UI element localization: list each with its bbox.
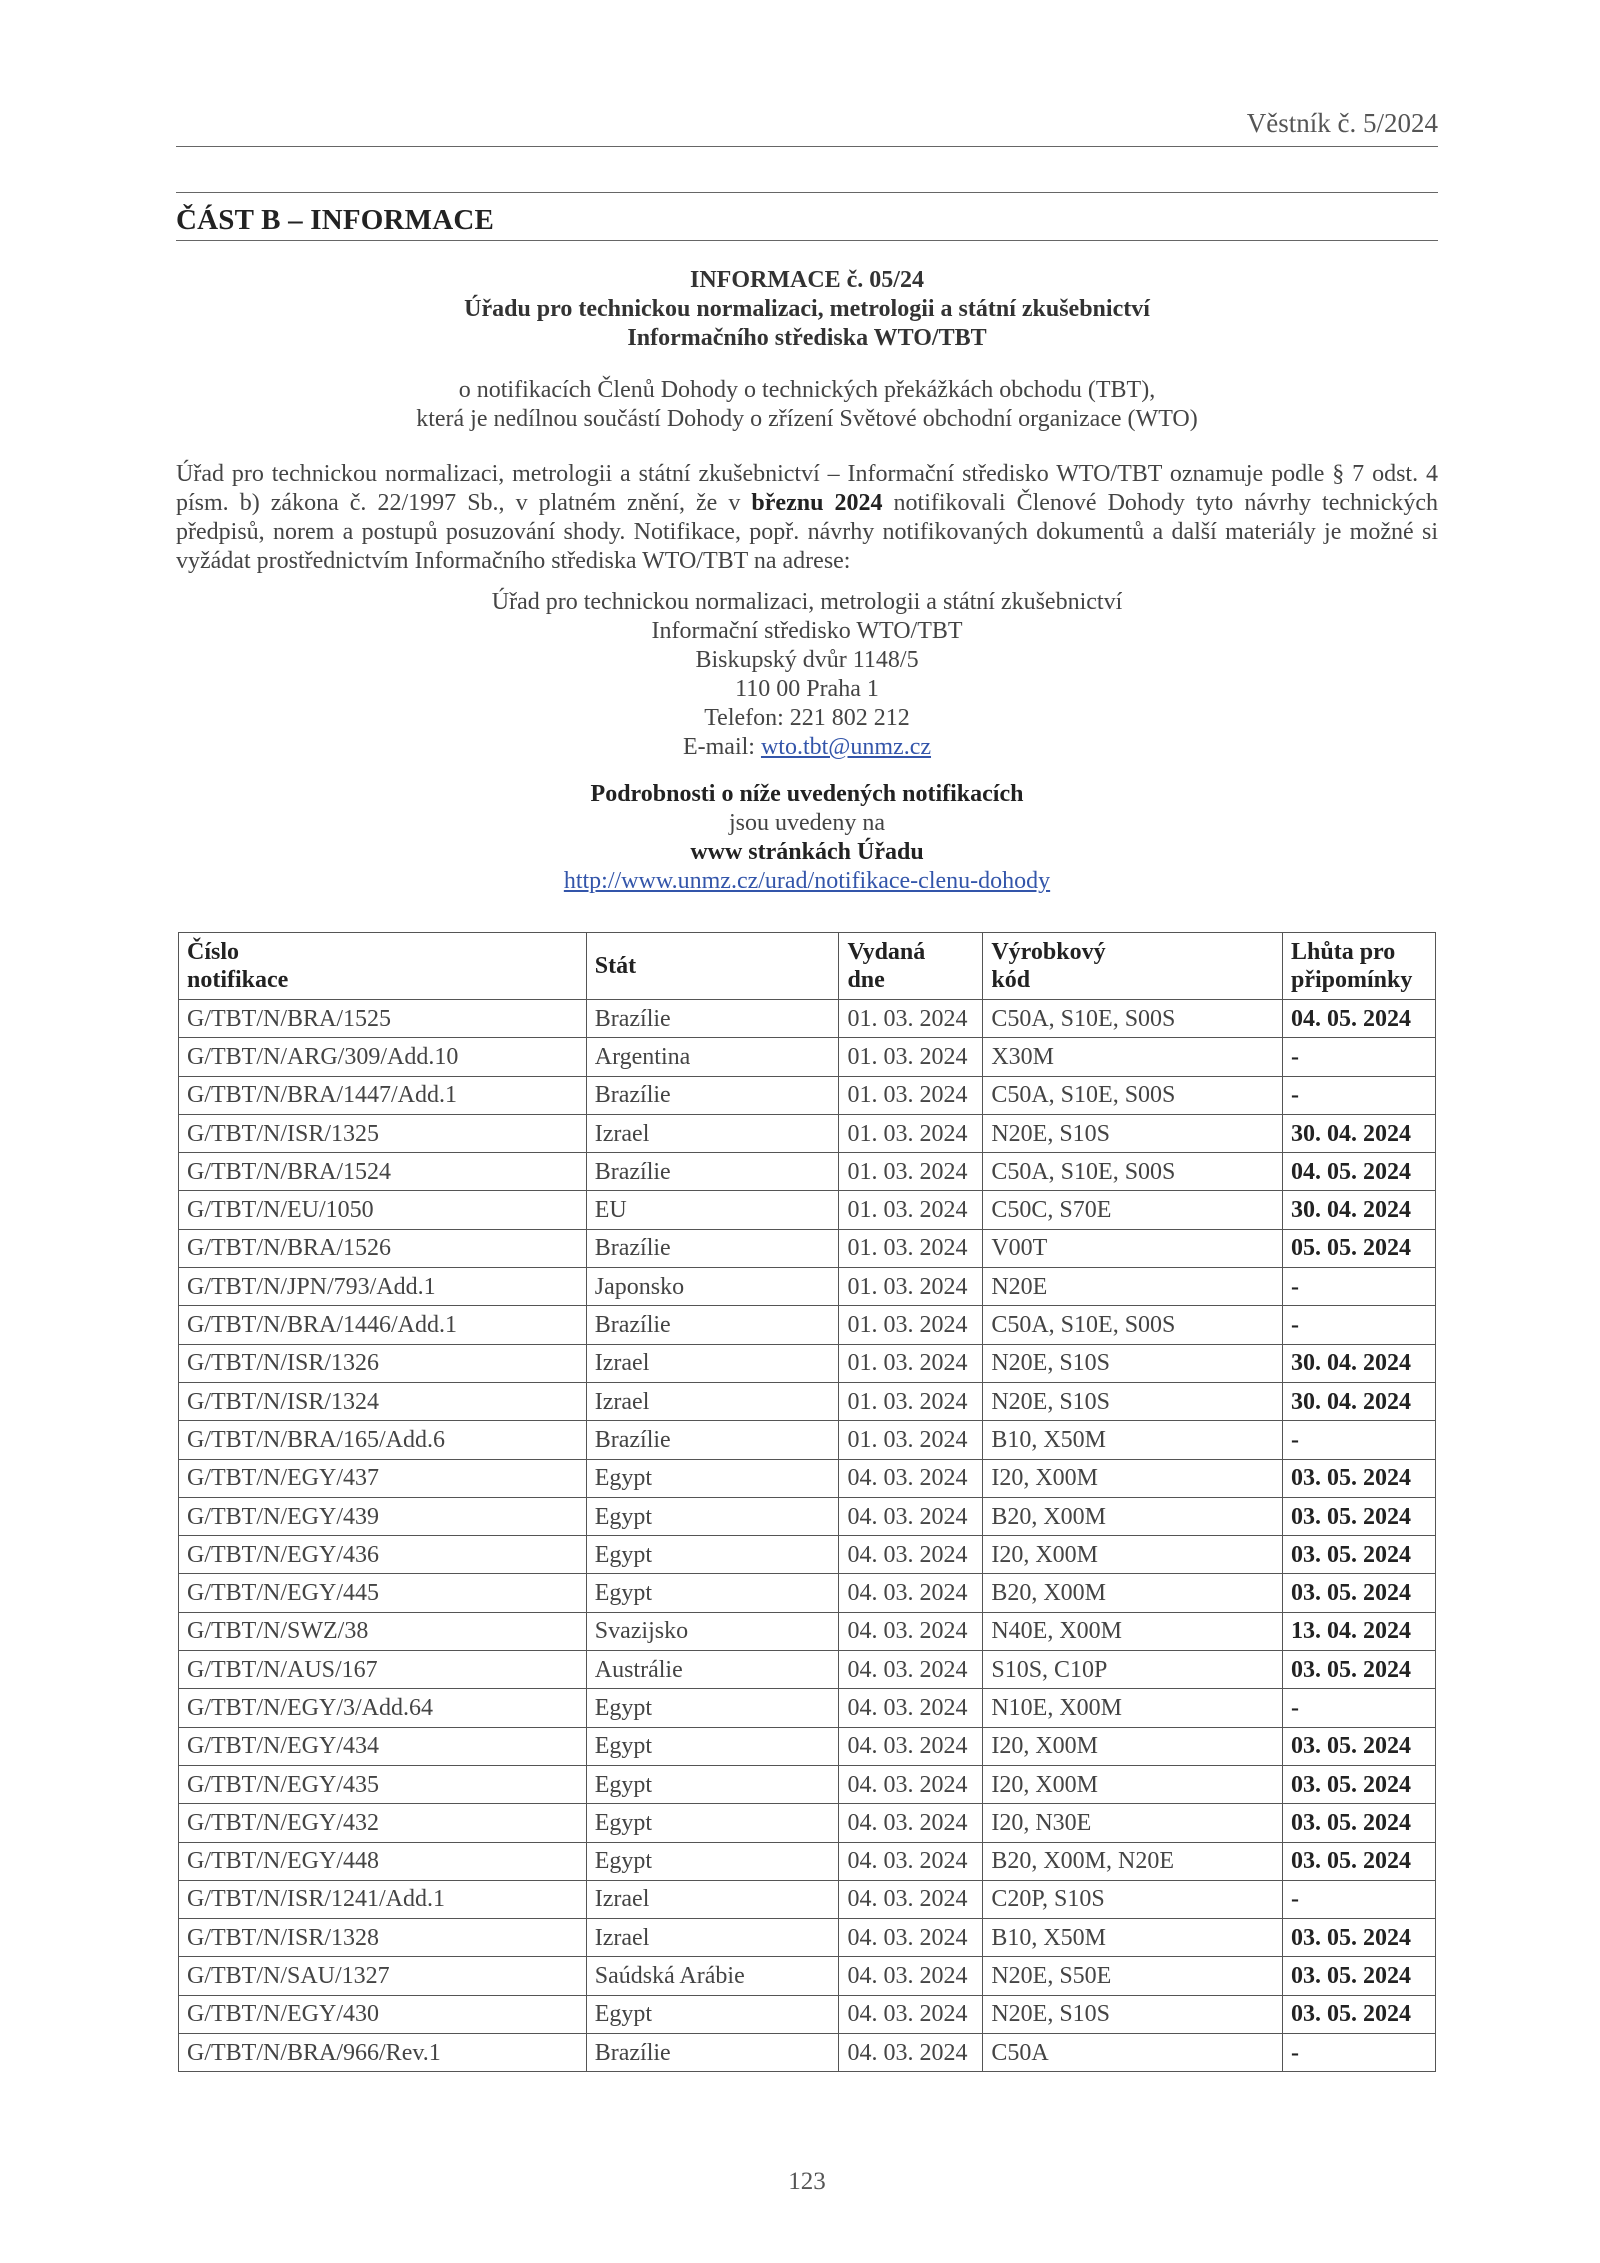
cell-notification-number: G/TBT/N/BRA/165/Add.6	[179, 1421, 587, 1459]
cell-product-code: N20E, S50E	[983, 1957, 1283, 1995]
cell-comment-deadline: 03. 05. 2024	[1283, 1995, 1436, 2033]
table-row	[179, 1880, 1436, 1918]
cell-state: Brazílie	[586, 1076, 839, 1114]
cell-comment-deadline: 30. 04. 2024	[1283, 1382, 1436, 1420]
cell-notification-number: G/TBT/N/BRA/1447/Add.1	[179, 1076, 587, 1114]
cell-issued-date: 01. 03. 2024	[839, 1306, 983, 1344]
address-city: 110 00 Praha 1	[735, 676, 879, 702]
cell-notification-number: G/TBT/N/EGY/434	[179, 1727, 587, 1765]
cell-notification-number: G/TBT/N/ARG/309/Add.10	[179, 1038, 587, 1076]
details-block	[176, 780, 1438, 896]
information-subtitle	[176, 376, 1438, 434]
cell-notification-number: G/TBT/N/ISR/1241/Add.1	[179, 1880, 587, 1918]
cell-comment-deadline: -	[1283, 1880, 1436, 1918]
table-row	[179, 1995, 1436, 2033]
header-state: Stát	[586, 933, 839, 1000]
cell-state: Egypt	[586, 1995, 839, 2033]
table-row	[179, 1536, 1436, 1574]
intro-text-2: notifikovali Členové Dohody tyto návrhy technických předpisů, norem a postupů posuzování shody. Notifikace, popř. návrhy notifikovaných dokumentů a další materiály je možné si vyžádat prostřednictvím Informačního střediska WTO/TBT na adrese:	[176, 490, 1438, 574]
cell-product-code: B20, X00M	[983, 1574, 1283, 1612]
cell-state: Brazílie	[586, 1000, 839, 1038]
notifications-table	[178, 932, 1436, 2072]
intro-month: březnu 2024	[751, 490, 883, 516]
cell-product-code: I20, X00M	[983, 1727, 1283, 1765]
table-row	[179, 1382, 1436, 1420]
cell-issued-date: 04. 03. 2024	[839, 1727, 983, 1765]
cell-notification-number: G/TBT/N/EGY/445	[179, 1574, 587, 1612]
cell-product-code: I20, X00M	[983, 1536, 1283, 1574]
cell-issued-date: 01. 03. 2024	[839, 1114, 983, 1152]
cell-comment-deadline: 03. 05. 2024	[1283, 1651, 1436, 1689]
cell-comment-deadline: 30. 04. 2024	[1283, 1344, 1436, 1382]
cell-issued-date: 04. 03. 2024	[839, 1842, 983, 1880]
table-row	[179, 2034, 1436, 2072]
cell-issued-date: 04. 03. 2024	[839, 1995, 983, 2033]
table-row	[179, 1191, 1436, 1229]
cell-state: Egypt	[586, 1497, 839, 1535]
cell-notification-number: G/TBT/N/BRA/1525	[179, 1000, 587, 1038]
details-url-link[interactable]: http://www.unmz.cz/urad/notifikace-clenu-dohody	[563, 868, 1051, 894]
cell-issued-date: 01. 03. 2024	[839, 1076, 983, 1114]
cell-comment-deadline: 03. 05. 2024	[1283, 1919, 1436, 1957]
cell-comment-deadline: 03. 05. 2024	[1283, 1497, 1436, 1535]
table-row	[179, 1651, 1436, 1689]
cell-issued-date: 01. 03. 2024	[839, 1268, 983, 1306]
cell-product-code: C50A, S10E, S00S	[983, 1000, 1283, 1038]
section-title: ČÁST B – INFORMACE	[176, 204, 495, 236]
cell-notification-number: G/TBT/N/BRA/1524	[179, 1153, 587, 1191]
address-org: Úřad pro technickou normalizaci, metrologii a státní zkušebnictví	[491, 589, 1123, 615]
cell-product-code: V00T	[983, 1229, 1283, 1267]
cell-comment-deadline: 03. 05. 2024	[1283, 1957, 1436, 1995]
table-row	[179, 1306, 1436, 1344]
table-row	[179, 1076, 1436, 1114]
cell-state: Brazílie	[586, 1306, 839, 1344]
cell-product-code: I20, X00M	[983, 1765, 1283, 1803]
cell-state: Egypt	[586, 1574, 839, 1612]
table-row	[179, 1038, 1436, 1076]
header-comment-deadline: Lhůta pro připomínky	[1283, 933, 1436, 1000]
cell-state: Austrálie	[586, 1651, 839, 1689]
cell-issued-date: 01. 03. 2024	[839, 1344, 983, 1382]
cell-state: Brazílie	[586, 1229, 839, 1267]
table-header-row	[179, 933, 1436, 1000]
table-row	[179, 1612, 1436, 1650]
cell-issued-date: 01. 03. 2024	[839, 1382, 983, 1420]
cell-product-code: N20E, S10S	[983, 1114, 1283, 1152]
email-label: E-mail:	[682, 734, 761, 760]
cell-comment-deadline: 03. 05. 2024	[1283, 1765, 1436, 1803]
cell-comment-deadline: 03. 05. 2024	[1283, 1804, 1436, 1842]
cell-state: Egypt	[586, 1459, 839, 1497]
cell-state: Egypt	[586, 1536, 839, 1574]
cell-issued-date: 04. 03. 2024	[839, 1651, 983, 1689]
subtitle-line-2: která je nedílnou součástí Dohody o zřízení Světové obchodní organizace (WTO)	[416, 406, 1198, 432]
heading-line-3: Informačního střediska WTO/TBT	[627, 325, 987, 351]
cell-state: Egypt	[586, 1689, 839, 1727]
table-row	[179, 1229, 1436, 1267]
table-row	[179, 1727, 1436, 1765]
cell-comment-deadline: 03. 05. 2024	[1283, 1842, 1436, 1880]
intro-text-1: Úřad pro technickou normalizaci, metrologii a státní zkušebnictví – Informační středisko WTO/TBT oznamuje podle § 7 odst. 4 písm. b) zákona č. 22/1997 Sb., v platném znění, že v	[176, 461, 1438, 516]
table-row	[179, 1842, 1436, 1880]
table-row	[179, 1000, 1436, 1038]
cell-product-code: B20, X00M, N20E	[983, 1842, 1283, 1880]
cell-state: Argentina	[586, 1038, 839, 1076]
cell-comment-deadline: 03. 05. 2024	[1283, 1459, 1436, 1497]
cell-comment-deadline: 04. 05. 2024	[1283, 1153, 1436, 1191]
cell-notification-number: G/TBT/N/ISR/1326	[179, 1344, 587, 1382]
cell-notification-number: G/TBT/N/EGY/3/Add.64	[179, 1689, 587, 1727]
cell-notification-number: G/TBT/N/BRA/1526	[179, 1229, 587, 1267]
cell-product-code: N10E, X00M	[983, 1689, 1283, 1727]
cell-state: Brazílie	[586, 2034, 839, 2072]
cell-product-code: C50A, S10E, S00S	[983, 1076, 1283, 1114]
table-row	[179, 1957, 1436, 1995]
section-rule-bottom	[176, 240, 1438, 241]
cell-product-code: B10, X50M	[983, 1421, 1283, 1459]
cell-issued-date: 01. 03. 2024	[839, 1038, 983, 1076]
cell-comment-deadline: -	[1283, 1306, 1436, 1344]
cell-state: Egypt	[586, 1842, 839, 1880]
cell-state: Egypt	[586, 1804, 839, 1842]
table-row	[179, 1421, 1436, 1459]
email-link[interactable]: wto.tbt@unmz.cz	[760, 734, 932, 760]
cell-notification-number: G/TBT/N/JPN/793/Add.1	[179, 1268, 587, 1306]
cell-issued-date: 04. 03. 2024	[839, 1919, 983, 1957]
cell-product-code: N20E, S10S	[983, 1344, 1283, 1382]
cell-notification-number: G/TBT/N/EGY/437	[179, 1459, 587, 1497]
cell-issued-date: 04. 03. 2024	[839, 1880, 983, 1918]
cell-product-code: I20, X00M	[983, 1459, 1283, 1497]
cell-comment-deadline: 05. 05. 2024	[1283, 1229, 1436, 1267]
cell-issued-date: 04. 03. 2024	[839, 1497, 983, 1535]
cell-product-code: S10S, C10P	[983, 1651, 1283, 1689]
table-row	[179, 1689, 1436, 1727]
header-notification-number: Číslo notifikace	[179, 933, 587, 1000]
cell-notification-number: G/TBT/N/SWZ/38	[179, 1612, 587, 1650]
cell-state: Izrael	[586, 1919, 839, 1957]
cell-issued-date: 01. 03. 2024	[839, 1421, 983, 1459]
cell-issued-date: 04. 03. 2024	[839, 1459, 983, 1497]
table-row	[179, 1804, 1436, 1842]
table-row	[179, 1114, 1436, 1152]
heading-line-2: Úřadu pro technickou normalizaci, metrologii a státní zkušebnictví	[464, 296, 1150, 322]
details-line-3: www stránkách Úřadu	[690, 839, 924, 865]
table-row	[179, 1497, 1436, 1535]
cell-product-code: N20E, S10S	[983, 1995, 1283, 2033]
table-row	[179, 1574, 1436, 1612]
cell-state: Japonsko	[586, 1268, 839, 1306]
running-head: Věstník č. 5/2024	[1246, 108, 1438, 138]
cell-issued-date: 01. 03. 2024	[839, 1000, 983, 1038]
address-dept: Informační středisko WTO/TBT	[651, 618, 963, 644]
cell-comment-deadline: 04. 05. 2024	[1283, 1000, 1436, 1038]
cell-issued-date: 04. 03. 2024	[839, 1804, 983, 1842]
cell-state: EU	[586, 1191, 839, 1229]
section-rule-top	[176, 192, 1438, 193]
cell-issued-date: 04. 03. 2024	[839, 1536, 983, 1574]
cell-product-code: C50A	[983, 2034, 1283, 2072]
cell-product-code: N20E, S10S	[983, 1382, 1283, 1420]
cell-state: Egypt	[586, 1765, 839, 1803]
cell-comment-deadline: -	[1283, 1076, 1436, 1114]
cell-state: Izrael	[586, 1114, 839, 1152]
cell-comment-deadline: 30. 04. 2024	[1283, 1114, 1436, 1152]
cell-state: Saúdská Arábie	[586, 1957, 839, 1995]
cell-state: Brazílie	[586, 1421, 839, 1459]
cell-notification-number: G/TBT/N/EGY/448	[179, 1842, 587, 1880]
cell-notification-number: G/TBT/N/EGY/430	[179, 1995, 587, 2033]
cell-state: Egypt	[586, 1727, 839, 1765]
address-street: Biskupský dvůr 1148/5	[695, 647, 919, 673]
cell-comment-deadline: -	[1283, 1421, 1436, 1459]
cell-product-code: X30M	[983, 1038, 1283, 1076]
cell-issued-date: 01. 03. 2024	[839, 1229, 983, 1267]
cell-comment-deadline: -	[1283, 2034, 1436, 2072]
cell-notification-number: G/TBT/N/EGY/435	[179, 1765, 587, 1803]
address-block	[176, 588, 1438, 762]
details-line-1: Podrobnosti o níže uvedených notifikacích	[590, 781, 1024, 807]
cell-comment-deadline: 03. 05. 2024	[1283, 1574, 1436, 1612]
information-heading	[176, 266, 1438, 353]
table-row	[179, 1268, 1436, 1306]
table-row	[179, 1459, 1436, 1497]
cell-product-code: N40E, X00M	[983, 1612, 1283, 1650]
cell-comment-deadline: -	[1283, 1038, 1436, 1076]
cell-product-code: N20E	[983, 1268, 1283, 1306]
cell-product-code: B10, X50M	[983, 1919, 1283, 1957]
cell-issued-date: 04. 03. 2024	[839, 1574, 983, 1612]
cell-product-code: C50A, S10E, S00S	[983, 1153, 1283, 1191]
table-row	[179, 1153, 1436, 1191]
cell-state: Izrael	[586, 1382, 839, 1420]
cell-notification-number: G/TBT/N/ISR/1325	[179, 1114, 587, 1152]
table-row	[179, 1919, 1436, 1957]
cell-product-code: I20, N30E	[983, 1804, 1283, 1842]
cell-product-code: C50C, S70E	[983, 1191, 1283, 1229]
cell-notification-number: G/TBT/N/ISR/1328	[179, 1919, 587, 1957]
cell-notification-number: G/TBT/N/ISR/1324	[179, 1382, 587, 1420]
cell-issued-date: 04. 03. 2024	[839, 1957, 983, 1995]
cell-notification-number: G/TBT/N/EGY/439	[179, 1497, 587, 1535]
heading-line-1: INFORMACE č. 05/24	[690, 267, 924, 293]
address-email-line	[176, 733, 1438, 762]
cell-comment-deadline: -	[1283, 1689, 1436, 1727]
cell-issued-date: 01. 03. 2024	[839, 1191, 983, 1229]
cell-comment-deadline: 03. 05. 2024	[1283, 1536, 1436, 1574]
header-rule	[176, 146, 1438, 147]
cell-comment-deadline: 30. 04. 2024	[1283, 1191, 1436, 1229]
table-row	[179, 1765, 1436, 1803]
page-number: 123	[788, 2168, 826, 2195]
header-product-code: Výrobkový kód	[983, 933, 1283, 1000]
cell-issued-date: 04. 03. 2024	[839, 1612, 983, 1650]
cell-issued-date: 04. 03. 2024	[839, 1765, 983, 1803]
cell-notification-number: G/TBT/N/EGY/436	[179, 1536, 587, 1574]
cell-product-code: C20P, S10S	[983, 1880, 1283, 1918]
header-issued-date: Vydaná dne	[839, 933, 983, 1000]
cell-state: Izrael	[586, 1344, 839, 1382]
cell-issued-date: 01. 03. 2024	[839, 1153, 983, 1191]
cell-notification-number: G/TBT/N/BRA/1446/Add.1	[179, 1306, 587, 1344]
cell-notification-number: G/TBT/N/BRA/966/Rev.1	[179, 2034, 587, 2072]
cell-comment-deadline: 03. 05. 2024	[1283, 1727, 1436, 1765]
table-body	[179, 1000, 1436, 2072]
cell-state: Svazijsko	[586, 1612, 839, 1650]
cell-comment-deadline: 13. 04. 2024	[1283, 1612, 1436, 1650]
cell-state: Brazílie	[586, 1153, 839, 1191]
cell-product-code: B20, X00M	[983, 1497, 1283, 1535]
subtitle-line-1: o notifikacích Členů Dohody o technických překážkách obchodu (TBT),	[458, 377, 1156, 403]
address-phone: Telefon: 221 802 212	[704, 705, 910, 731]
cell-issued-date: 04. 03. 2024	[839, 2034, 983, 2072]
cell-notification-number: G/TBT/N/SAU/1327	[179, 1957, 587, 1995]
cell-state: Izrael	[586, 1880, 839, 1918]
cell-comment-deadline: -	[1283, 1268, 1436, 1306]
details-line-2: jsou uvedeny na	[729, 810, 885, 836]
table-row	[179, 1344, 1436, 1382]
cell-notification-number: G/TBT/N/EGY/432	[179, 1804, 587, 1842]
cell-issued-date: 04. 03. 2024	[839, 1689, 983, 1727]
cell-product-code: C50A, S10E, S00S	[983, 1306, 1283, 1344]
cell-notification-number: G/TBT/N/EU/1050	[179, 1191, 587, 1229]
intro-paragraph	[176, 460, 1438, 576]
cell-notification-number: G/TBT/N/AUS/167	[179, 1651, 587, 1689]
